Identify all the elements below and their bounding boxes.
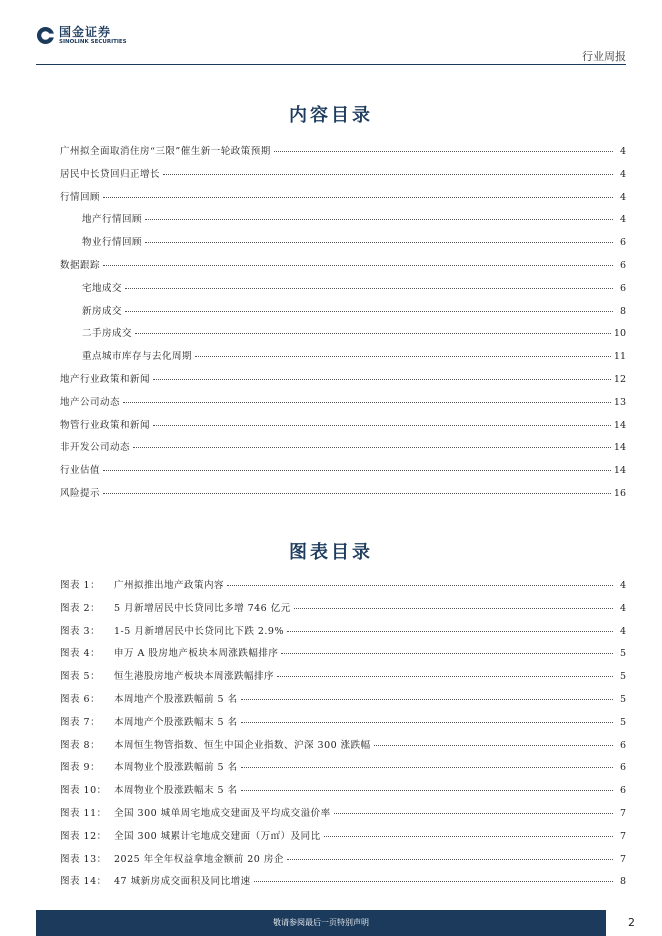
toc-entry[interactable] (82, 303, 626, 319)
entry-label (60, 600, 291, 614)
dot-leader (277, 675, 613, 677)
entry-text: 行情回顾 (60, 191, 101, 203)
entry-label (60, 143, 271, 157)
entry-label (60, 394, 120, 408)
entry-text: 数据跟踪 (60, 260, 101, 271)
figure-entry[interactable] (60, 828, 626, 844)
entry-text: 本周物业个股涨跌幅末 5 名 (114, 785, 238, 797)
entry-page-number: 6 (619, 785, 626, 797)
entry-text: 47 城新房成交面积及同比增速 (114, 876, 251, 888)
entry-text: 非开发公司动态 (60, 442, 131, 454)
figure-number: 图表 9： (60, 762, 101, 774)
entry-label (60, 851, 284, 865)
entry-text: 广州拟推出地产政策内容 (114, 580, 225, 591)
entry-text: 地产公司动态 (60, 396, 121, 408)
entry-page-number: 4 (619, 146, 626, 157)
entry-page-number: 12 (613, 374, 626, 385)
entry-label (60, 623, 284, 637)
entry-label (60, 759, 238, 773)
report-type-label: 行业周报 (582, 50, 626, 63)
dot-leader (153, 378, 611, 380)
entry-page-number: 6 (619, 237, 626, 249)
entry-page-number: 6 (619, 260, 626, 271)
dot-leader (294, 607, 613, 609)
entry-page-number: 5 (619, 671, 626, 683)
entry-label (82, 303, 122, 317)
figure-entry[interactable] (60, 668, 626, 684)
figure-number: 图表 13： (60, 853, 107, 865)
entry-label (82, 211, 142, 225)
dot-leader (145, 241, 613, 243)
entry-text: 申万 A 股房地产板块本周涨跌幅排序 (114, 648, 279, 660)
entry-text: 物管行业政策和新闻 (60, 419, 151, 431)
toc-entry[interactable] (82, 234, 626, 250)
entry-page-number: 8 (619, 305, 626, 317)
figure-number: 图表 1： (60, 580, 101, 591)
entry-text: 1-5 月新增居民中长贷同比下跌 2.9% (114, 625, 284, 637)
entry-page-number: 4 (619, 168, 626, 180)
entry-text: 重点城市库存与去化周期 (82, 351, 193, 363)
entry-text: 地产行业政策和新闻 (60, 374, 151, 385)
entry-label (60, 828, 321, 842)
toc-title: 内容目录 (289, 105, 373, 126)
entry-text: 本周地产个股涨跌幅前 5 名 (114, 694, 238, 705)
figure-number: 图表 3： (60, 625, 101, 637)
entry-text: 二手房成交 (82, 328, 133, 340)
entry-page-number: 14 (613, 465, 626, 477)
figure-entry[interactable] (60, 851, 626, 867)
entry-page-number: 6 (619, 762, 626, 774)
entry-page-number: 14 (613, 442, 626, 454)
figure-entry[interactable] (60, 714, 626, 730)
entry-label (60, 782, 238, 796)
dot-leader (103, 264, 613, 266)
entry-label (60, 691, 238, 705)
entry-text: 物业行情回顾 (82, 237, 143, 249)
toc-entry[interactable] (60, 189, 626, 205)
entry-label (60, 257, 100, 271)
dot-leader (103, 196, 613, 198)
logo-english-name: SINOLINK SECURITIES (59, 39, 127, 45)
figure-number: 图表 12： (60, 830, 107, 842)
entry-label (82, 280, 122, 294)
toc-entry[interactable] (60, 485, 626, 501)
logo-icon (36, 26, 55, 45)
entry-label (60, 371, 150, 385)
entry-page-number: 4 (619, 625, 626, 637)
dot-leader (163, 173, 613, 175)
page-number: 2 (628, 916, 635, 929)
entry-page-number: 8 (619, 876, 626, 888)
dot-leader (125, 287, 613, 289)
dot-leader (254, 880, 613, 882)
figure-number: 图表 14： (60, 876, 107, 888)
figure-number: 图表 11： (60, 808, 107, 819)
entry-text: 风险提示 (60, 488, 101, 499)
company-logo (36, 26, 127, 46)
entry-page-number: 4 (619, 191, 626, 203)
toc-entry[interactable] (60, 417, 626, 433)
dot-leader (287, 858, 613, 860)
dot-leader (195, 355, 611, 357)
dot-leader (123, 401, 611, 403)
entry-text: 宅地成交 (82, 282, 123, 294)
figure-number: 图表 2： (60, 602, 101, 614)
figure-entry[interactable] (60, 873, 626, 889)
figure-entry[interactable] (60, 782, 626, 798)
dot-leader (153, 424, 611, 426)
entry-text: 全国 300 城累计宅地成交建面（万㎡）及同比 (114, 830, 321, 842)
entry-label (60, 577, 224, 591)
entry-page-number: 7 (619, 830, 626, 842)
entry-text: 恒生港股房地产板块本周涨跌幅排序 (114, 671, 275, 683)
figure-entry[interactable] (60, 645, 626, 661)
entry-page-number: 4 (619, 602, 626, 614)
dot-leader (274, 150, 613, 152)
entry-page-number: 11 (613, 351, 626, 363)
entry-page-number: 5 (619, 716, 626, 728)
entry-text: 广州拟全面取消住房“三限”催生新一轮政策预期 (60, 146, 271, 157)
figure-entry[interactable] (60, 737, 626, 753)
dot-leader (133, 446, 611, 448)
entry-label (60, 166, 160, 180)
toc-entry[interactable] (82, 348, 626, 364)
entry-label (60, 417, 150, 431)
figure-number: 图表 7： (60, 716, 101, 728)
entry-page-number: 13 (613, 396, 626, 408)
footer-disclaimer: 敬请参阅最后一页特别声明 (273, 918, 369, 927)
entry-label (60, 485, 100, 499)
entry-text: 全国 300 城单周宅地成交建面及平均成交溢价率 (114, 808, 331, 819)
dot-leader (135, 332, 611, 334)
entry-label (60, 805, 331, 819)
figures-title: 图表目录 (289, 542, 373, 563)
toc-entry[interactable] (82, 211, 626, 227)
dot-leader (241, 698, 613, 700)
figure-entry[interactable] (60, 577, 626, 593)
entry-label (60, 714, 238, 728)
toc-entry[interactable] (60, 257, 626, 273)
entry-page-number: 4 (619, 214, 626, 226)
entry-label (60, 668, 274, 682)
figure-number: 图表 6： (60, 694, 101, 705)
dot-leader (324, 835, 613, 837)
entry-page-number: 7 (619, 808, 626, 819)
entry-text: 本周恒生物管指数、恒生中国企业指数、沪深 300 涨跌幅 (114, 739, 371, 751)
header-divider (36, 64, 626, 65)
figure-number: 图表 10： (60, 785, 107, 797)
figure-number: 图表 4： (60, 648, 101, 660)
entry-text: 地产行情回顾 (82, 214, 143, 226)
dot-leader (227, 584, 613, 586)
entry-label (60, 873, 251, 887)
toc-entry[interactable] (60, 371, 626, 387)
dot-leader (145, 218, 613, 220)
entry-text: 新房成交 (82, 305, 123, 317)
dot-leader (241, 721, 613, 723)
toc-entry[interactable] (60, 462, 626, 478)
logo-chinese-name: 国金证券 (59, 25, 112, 39)
dot-leader (103, 469, 611, 471)
entry-page-number: 6 (619, 739, 626, 751)
figure-entry[interactable] (60, 805, 626, 821)
page-header (0, 0, 662, 64)
entry-text: 本周物业个股涨跌幅前 5 名 (114, 762, 238, 774)
toc-entry[interactable] (82, 325, 626, 341)
entry-label (82, 325, 132, 339)
toc-entry[interactable] (60, 166, 626, 182)
entry-page-number: 5 (619, 648, 626, 660)
toc-entry[interactable] (60, 439, 626, 455)
entry-page-number: 16 (613, 488, 626, 499)
dot-leader (125, 310, 613, 312)
entry-label (60, 189, 100, 203)
dot-leader (241, 766, 613, 768)
figure-entry[interactable] (60, 623, 626, 639)
entry-text: 2025 年全年权益拿地金额前 20 房企 (114, 853, 284, 865)
entry-page-number: 7 (619, 853, 626, 865)
entry-page-number: 14 (613, 419, 626, 431)
entry-text: 行业估值 (60, 465, 101, 477)
entry-label (82, 348, 192, 362)
entry-page-number: 6 (619, 282, 626, 294)
dot-leader (374, 744, 613, 746)
figure-entry[interactable] (60, 759, 626, 775)
entry-text: 居民中长贷回归正增长 (60, 168, 161, 180)
toc-entry[interactable] (60, 394, 626, 410)
toc-entry[interactable] (60, 143, 626, 159)
toc-entry[interactable] (82, 280, 626, 296)
dot-leader (287, 630, 613, 632)
dot-leader (103, 492, 611, 494)
entry-page-number: 10 (613, 328, 626, 340)
figure-number: 图表 8： (60, 739, 101, 751)
entry-label (82, 234, 142, 248)
dot-leader (241, 789, 613, 791)
entry-text: 5 月新增居民中长贷同比多增 746 亿元 (114, 602, 291, 614)
entry-label (60, 645, 278, 659)
figure-entry[interactable] (60, 691, 626, 707)
entry-label (60, 439, 130, 453)
figure-entry[interactable] (60, 600, 626, 616)
entry-text: 本周地产个股涨跌幅末 5 名 (114, 716, 238, 728)
entry-page-number: 5 (619, 694, 626, 705)
entry-page-number: 4 (619, 580, 626, 591)
entry-label (60, 462, 100, 476)
figure-number: 图表 5： (60, 671, 101, 683)
dot-leader (334, 812, 613, 814)
entry-label (60, 737, 371, 751)
dot-leader (281, 652, 613, 654)
